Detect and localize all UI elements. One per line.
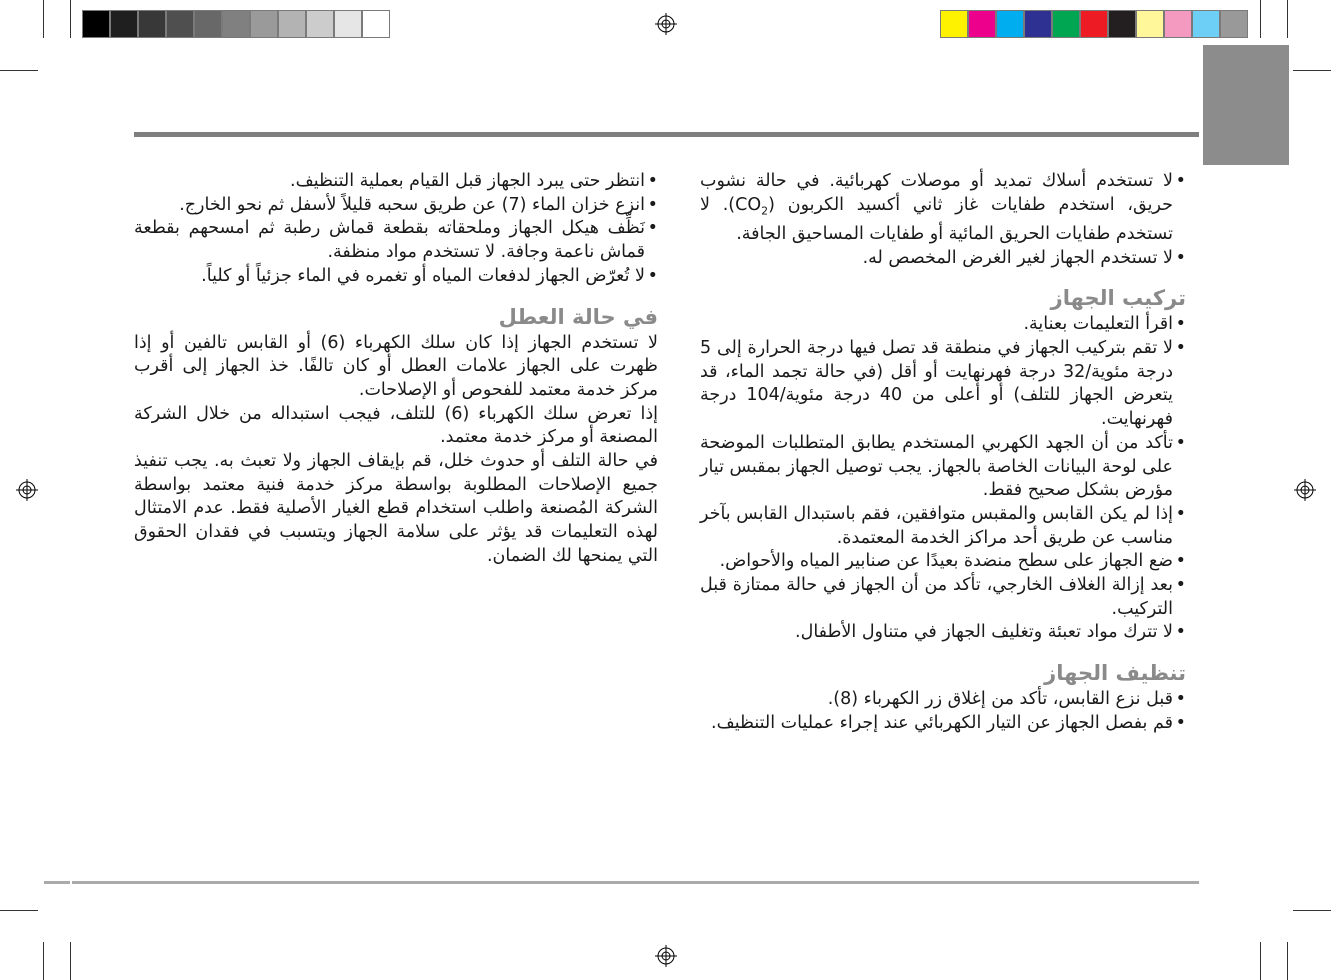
color-swatch	[1136, 10, 1164, 38]
color-swatch	[1024, 10, 1052, 38]
gray-swatch	[250, 10, 278, 38]
list-item: • إذا لم يكن القابس والمقبس متوافقين، فقم باستبدال القابس بآخر مناسب عن طريق أحد مراكز الخدمة المعتمدة.	[700, 503, 1186, 550]
list-item: • ضع الجهاز على سطح منضدة بعيدًا عن صنابير المياه والأحواض.	[700, 550, 1186, 574]
installation-heading: تركيب الجهاز	[1050, 286, 1186, 311]
list-item: • تأكد من أن الجهد الكهربي المستخدم يطابق المتطلبات الموضحة على لوحة البيانات الخاصة بالجهاز. يجب توصيل الجهاز بمقبس تيار مؤرض بشكل صحيح فقط.	[700, 432, 1186, 503]
gray-swatch	[82, 10, 110, 38]
list-item: • اقرأ التعليمات بعناية.	[700, 313, 1186, 337]
color-calibration-bar	[940, 10, 1248, 38]
list-item: • بعد إزالة الغلاف الخارجي، تأكد من أن الجهاز في حالة ممتازة قبل التركيب.	[700, 574, 1186, 621]
cleaning-heading: تنظيف الجهاز	[1044, 661, 1186, 686]
list-item: • لا تقم بتركيب الجهاز في منطقة قد تصل فيها درجة الحرارة إلى 5 درجة مئوية/32 درجة فهرنهايت أو أقل (في حالة تجمد الماء، قد يتعرض الجهاز للتلف) أو أعلى من 40 درجة مئوية/104 درجة فهرنهايت.	[700, 337, 1186, 432]
bottom-rule	[72, 881, 1199, 884]
color-swatch	[1220, 10, 1248, 38]
malfunction-paragraph: لا تستخدم الجهاز إذا كان سلك الكهرباء (6) أو القابس تالفين أو إذا ظهرت على الجهاز علامات العطل أو كان تالفًا. خذ الجهاز إلى أقرب مركز خدمة معتمد للفحوص أو الإصلاحات.	[134, 332, 658, 400]
gray-swatch	[306, 10, 334, 38]
safety-item-extension-cords	[700, 170, 1186, 247]
list-item: • انزع خزان الماء (7) عن طريق سحبه قليلاً لأسفل ثم نحو الخارج.	[134, 194, 658, 218]
malfunction-paragraph: إذا تعرض سلك الكهرباء (6) للتلف، فيجب استبداله من خلال الشركة المصنعة أو مركز خدمة معتمد.	[134, 403, 658, 448]
list-item: • لا تترك مواد تعبئة وتغليف الجهاز في متناول الأطفال.	[700, 621, 1186, 645]
installation-list	[700, 313, 1186, 645]
gray-swatch	[222, 10, 250, 38]
registration-mark-top	[655, 13, 677, 35]
co2-subscript: 2	[761, 204, 769, 218]
gray-swatch	[278, 10, 306, 38]
cleaning-list-cont	[134, 170, 658, 289]
gray-swatch	[362, 10, 390, 38]
left-column	[134, 170, 658, 569]
gray-swatch	[166, 10, 194, 38]
registration-mark-bottom	[655, 945, 677, 967]
color-swatch	[940, 10, 968, 38]
gray-swatch	[334, 10, 362, 38]
right-column	[700, 170, 1186, 736]
list-item: • نَظِّف هيكل الجهاز وملحقاته بقطعة قماش رطبة ثم امسحهم بقطعة قماش ناعمة وجافة. لا تستخدم مواد منظفة.	[134, 217, 658, 264]
gray-swatch	[138, 10, 166, 38]
language-tab	[1203, 45, 1289, 165]
color-swatch	[1052, 10, 1080, 38]
bottom-rule-left	[44, 881, 70, 884]
color-swatch	[1164, 10, 1192, 38]
malfunction-heading: في حالة العطل	[498, 304, 658, 329]
gray-calibration-bar	[82, 10, 390, 38]
registration-mark-left	[16, 479, 38, 501]
malfunction-paragraph: في حالة التلف أو حدوث خلل، قم بإيقاف الجهاز ولا تعبث به. يجب تنفيذ جميع الإصلاحات المطلوبة بواسطة مركز خدمة فنية معتمد بواسطة الشركة المُصنعة واطلب استخدام قطع الغيار الأصلية فقط. عدم الامتثال لهذه التعليمات قد يؤثر على سلامة الجهاز ويتسبب في فقدان الحقوق التي يمنحها لك الضمان.	[134, 451, 658, 566]
color-swatch	[996, 10, 1024, 38]
color-swatch	[968, 10, 996, 38]
gray-swatch	[110, 10, 138, 38]
color-swatch	[1080, 10, 1108, 38]
list-item: • لا تُعرّض الجهاز لدفعات المياه أو تغمره في الماء جزئياً أو كلياً.	[134, 265, 658, 289]
list-item: • قبل نزع القابس، تأكد من إغلاق زر الكهرباء (8).	[700, 688, 1186, 712]
top-rule	[134, 132, 1199, 137]
registration-mark-right	[1294, 479, 1316, 501]
gray-swatch	[194, 10, 222, 38]
color-swatch	[1108, 10, 1136, 38]
cleaning-list	[700, 688, 1186, 735]
color-swatch	[1192, 10, 1220, 38]
list-item: • قم بفصل الجهاز عن التيار الكهربائي عند إجراء عمليات التنظيف.	[700, 712, 1186, 736]
list-item: • انتظر حتى يبرد الجهاز قبل القيام بعملية التنظيف.	[134, 170, 658, 194]
safety-item-text: لا تستخدم أسلاك تمديد أو موصلات كهربائية. في حالة نشوب حريق، استخدم طفايات غاز ثاني أكسيد الكربون (CO	[700, 171, 1173, 215]
safety-item-text-cont: ). لا تستخدم طفايات الحريق المائية أو طفايات المساحيق الجافة.	[700, 194, 1173, 244]
safety-list	[700, 170, 1186, 270]
safety-item-intended-use: • لا تستخدم الجهاز لغير الغرض المخصص له.	[700, 247, 1186, 271]
